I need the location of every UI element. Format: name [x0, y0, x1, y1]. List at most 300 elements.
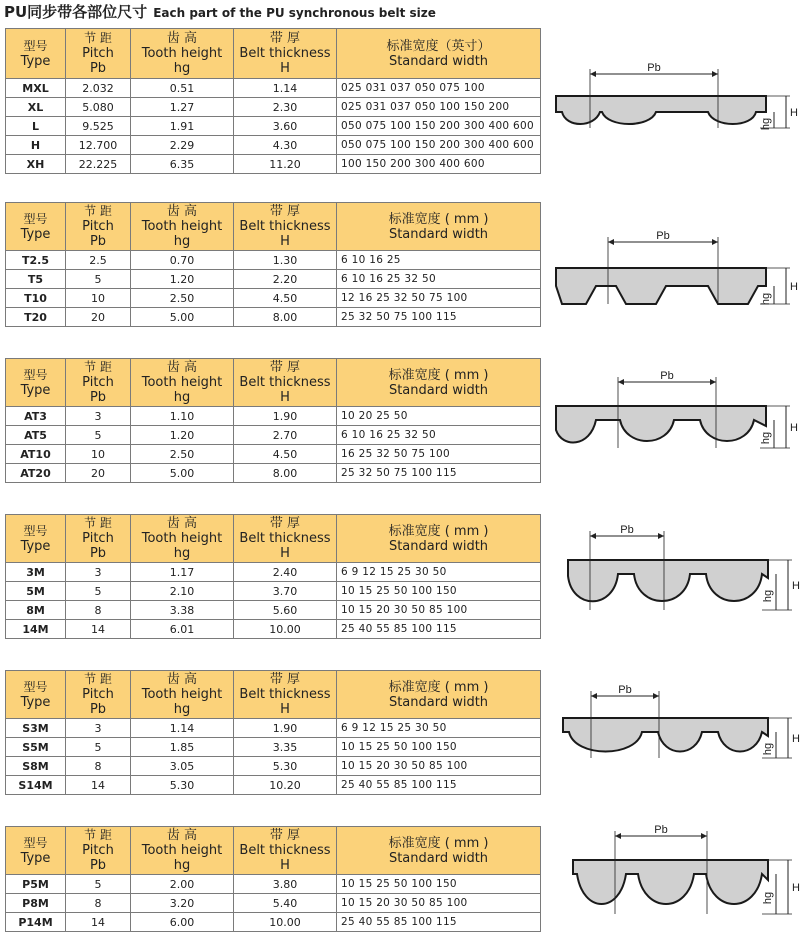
header-line: Belt thickness [239, 843, 331, 858]
pitch-cell: 5 [66, 426, 131, 445]
standard-width-cell: 25 40 55 85 100 115 [337, 620, 541, 639]
pitch-cell: 14 [66, 620, 131, 639]
header-line: Pb [89, 702, 107, 717]
type-cell: T10 [6, 289, 66, 308]
belt-profile-diagram [565, 822, 800, 927]
header-line: 标准宽度 ( mm ) [388, 523, 489, 539]
table-row [6, 289, 541, 308]
belt-thickness-cell: 2.70 [234, 426, 337, 445]
table-row [6, 407, 541, 426]
header-line: Type [20, 382, 51, 398]
type-header [6, 827, 66, 875]
standard-width-cell: 10 20 25 50 [337, 407, 541, 426]
tooth-height-cell: 1.27 [131, 98, 234, 117]
header-line: Pitch [82, 375, 114, 390]
header-line: 带 厚 [269, 360, 301, 375]
belt-thickness-cell: 4.30 [234, 136, 337, 155]
type-cell: AT3 [6, 407, 66, 426]
pitch-cell: 3 [66, 407, 131, 426]
belt-thickness-cell: 8.00 [234, 464, 337, 483]
header-line: Tooth height [141, 46, 223, 61]
type-cell: XL [6, 98, 66, 117]
type-cell: AT5 [6, 426, 66, 445]
type-cell: P8M [6, 894, 66, 913]
header-line: Pb [89, 61, 107, 76]
type-cell: S8M [6, 757, 66, 776]
standard-width-cell: 25 40 55 85 100 115 [337, 776, 541, 795]
belt-profile-diagram [555, 682, 800, 772]
tooth-height-label: hg [762, 589, 774, 603]
table-row [6, 445, 541, 464]
standard-width-header [337, 671, 541, 719]
pitch-label: Pb [654, 824, 668, 836]
standard-width-cell: 025 031 037 050 075 100 [337, 79, 541, 98]
tooth-height-label: hg [760, 431, 772, 445]
tooth-height-cell: 6.01 [131, 620, 234, 639]
type-cell: T2.5 [6, 251, 66, 270]
tooth-height-header [131, 203, 234, 251]
table-row [6, 251, 541, 270]
header-line: Pb [89, 858, 107, 873]
header-row [6, 359, 541, 407]
standard-width-cell: 6 9 12 15 25 30 50 [337, 563, 541, 582]
tooth-height-cell: 3.38 [131, 601, 234, 620]
header-line: 带 厚 [269, 672, 301, 687]
pitch-cell: 5 [66, 738, 131, 757]
belt-thickness-cell: 5.40 [234, 894, 337, 913]
header-line: Standard width [388, 694, 489, 710]
belt-thickness-header [234, 515, 337, 563]
header-line: Pitch [82, 843, 114, 858]
tooth-height-label: hg [760, 117, 772, 131]
belt-profile-shape [556, 96, 766, 124]
header-line: Type [20, 226, 51, 242]
standard-width-header [337, 827, 541, 875]
belt-thickness-cell: 5.30 [234, 757, 337, 776]
tooth-height-cell: 3.05 [131, 757, 234, 776]
table-row [6, 738, 541, 757]
table-row [6, 464, 541, 483]
tooth-height-cell: 1.10 [131, 407, 234, 426]
type-cell: T5 [6, 270, 66, 289]
type-cell: S3M [6, 719, 66, 738]
tooth-height-cell: 0.70 [131, 251, 234, 270]
standard-width-header [337, 203, 541, 251]
standard-width-cell: 100 150 200 300 400 600 [337, 155, 541, 174]
tooth-height-cell: 5.30 [131, 776, 234, 795]
type-cell: 14M [6, 620, 66, 639]
belt-profile-diagram [548, 60, 798, 140]
header-line: hg [173, 234, 191, 249]
tooth-height-cell: 1.14 [131, 719, 234, 738]
header-line: Type [20, 850, 51, 866]
type-header [6, 515, 66, 563]
header-line: Standard width [388, 538, 489, 554]
tooth-height-cell: 1.85 [131, 738, 234, 757]
spec-section [5, 202, 540, 327]
tooth-height-cell: 1.91 [131, 117, 234, 136]
tooth-height-label: hg [762, 891, 774, 905]
type-cell: AT10 [6, 445, 66, 464]
standard-width-header [337, 359, 541, 407]
header-line: Pitch [82, 46, 114, 61]
pitch-cell: 12.700 [66, 136, 131, 155]
belt-thickness-cell: 1.90 [234, 407, 337, 426]
belt-profile-shape [556, 268, 766, 304]
tooth-height-header [131, 29, 234, 79]
belt-thickness-cell: 4.50 [234, 289, 337, 308]
thickness-label: H [790, 107, 798, 119]
tooth-height-cell: 6.35 [131, 155, 234, 174]
pitch-header [66, 671, 131, 719]
standard-width-cell: 10 15 25 50 100 150 [337, 875, 541, 894]
type-cell: 5M [6, 582, 66, 601]
type-header [6, 671, 66, 719]
tooth-height-cell: 1.20 [131, 426, 234, 445]
table-row [6, 913, 541, 932]
thickness-label: H [792, 580, 800, 592]
type-cell: H [6, 136, 66, 155]
pitch-cell: 5 [66, 875, 131, 894]
pitch-cell: 8 [66, 601, 131, 620]
belt-thickness-cell: 1.30 [234, 251, 337, 270]
tooth-height-cell: 2.29 [131, 136, 234, 155]
belt-thickness-header [234, 359, 337, 407]
pitch-label: Pb [618, 684, 632, 696]
header-line: 型号 [23, 367, 48, 382]
belt-profile-diagram [548, 368, 798, 468]
tooth-height-cell: 2.00 [131, 875, 234, 894]
standard-width-cell: 6 9 12 15 25 30 50 [337, 719, 541, 738]
header-line: 齿 高 [166, 672, 198, 687]
header-row [6, 515, 541, 563]
pitch-label: Pb [660, 370, 674, 382]
header-line: Standard width [388, 850, 489, 866]
table-row [6, 601, 541, 620]
header-line: hg [173, 858, 191, 873]
tooth-height-cell: 2.50 [131, 445, 234, 464]
tooth-height-cell: 5.00 [131, 464, 234, 483]
table-row [6, 719, 541, 738]
header-line: Pitch [82, 687, 114, 702]
belt-thickness-cell: 1.90 [234, 719, 337, 738]
spec-table [5, 826, 541, 932]
table-row [6, 308, 541, 327]
header-line: 节 距 [84, 360, 112, 374]
belt-thickness-cell: 3.35 [234, 738, 337, 757]
pitch-header [66, 29, 131, 79]
belt-thickness-cell: 10.00 [234, 620, 337, 639]
header-line: hg [173, 61, 191, 76]
header-line: 节 距 [84, 516, 112, 530]
header-line: H [280, 546, 290, 561]
pitch-cell: 8 [66, 757, 131, 776]
header-line: H [280, 702, 290, 717]
table-row [6, 620, 541, 639]
spec-table [5, 202, 541, 327]
belt-thickness-cell: 3.70 [234, 582, 337, 601]
belt-thickness-cell: 3.80 [234, 875, 337, 894]
header-line: 带 厚 [269, 204, 301, 219]
thickness-label: H [790, 422, 798, 434]
header-line: H [280, 858, 290, 873]
belt-thickness-cell: 5.60 [234, 601, 337, 620]
header-line: 带 厚 [269, 828, 301, 843]
table-row [6, 79, 541, 98]
header-line: Tooth height [141, 531, 223, 546]
belt-thickness-header [234, 827, 337, 875]
type-header [6, 203, 66, 251]
tooth-height-header [131, 671, 234, 719]
standard-width-cell: 10 15 20 30 50 85 100 [337, 601, 541, 620]
pitch-cell: 2.032 [66, 79, 131, 98]
belt-thickness-cell: 1.14 [234, 79, 337, 98]
header-line: 节 距 [84, 204, 112, 218]
table-row [6, 757, 541, 776]
pitch-header [66, 515, 131, 563]
type-cell: S5M [6, 738, 66, 757]
spec-section [5, 826, 540, 932]
standard-width-cell: 16 25 32 50 75 100 [337, 445, 541, 464]
header-line: Belt thickness [239, 46, 331, 61]
header-line: 标准宽度 ( mm ) [388, 367, 489, 383]
standard-width-cell: 25 32 50 75 100 115 [337, 308, 541, 327]
header-line: hg [173, 702, 191, 717]
header-line: H [280, 234, 290, 249]
pitch-cell: 2.5 [66, 251, 131, 270]
tooth-height-cell: 1.17 [131, 563, 234, 582]
header-line: 带 厚 [269, 31, 301, 46]
page-title-en: Each part of the PU synchronous belt size [153, 6, 436, 20]
belt-profile-shape [556, 406, 766, 442]
pitch-cell: 9.525 [66, 117, 131, 136]
standard-width-cell: 25 40 55 85 100 115 [337, 913, 541, 932]
header-line: Belt thickness [239, 687, 331, 702]
header-line: 型号 [23, 835, 48, 850]
standard-width-header [337, 515, 541, 563]
tooth-height-cell: 2.50 [131, 289, 234, 308]
pitch-cell: 3 [66, 719, 131, 738]
tooth-height-cell: 2.10 [131, 582, 234, 601]
header-line: 齿 高 [166, 31, 198, 46]
spec-section [5, 28, 540, 174]
tooth-height-label: hg [762, 742, 774, 756]
header-line: hg [173, 390, 191, 405]
table-row [6, 270, 541, 289]
type-cell: 3M [6, 563, 66, 582]
belt-thickness-cell: 10.20 [234, 776, 337, 795]
table-row [6, 136, 541, 155]
header-line: Pb [89, 234, 107, 249]
spec-section [5, 670, 540, 795]
type-cell: 8M [6, 601, 66, 620]
pitch-label: Pb [647, 62, 661, 74]
header-line: 型号 [23, 679, 48, 694]
belt-thickness-header [234, 671, 337, 719]
type-cell: L [6, 117, 66, 136]
header-line: 标准宽度 ( mm ) [388, 835, 489, 851]
header-line: Belt thickness [239, 531, 331, 546]
header-line: 节 距 [84, 672, 112, 686]
header-line: 型号 [23, 523, 48, 538]
header-line: Belt thickness [239, 375, 331, 390]
tooth-height-cell: 3.20 [131, 894, 234, 913]
type-cell: MXL [6, 79, 66, 98]
type-cell: T20 [6, 308, 66, 327]
header-line: 型号 [23, 211, 48, 226]
table-row [6, 776, 541, 795]
spec-table [5, 358, 541, 483]
spec-table [5, 514, 541, 639]
standard-width-cell: 25 32 50 75 100 115 [337, 464, 541, 483]
header-line: Type [20, 538, 51, 554]
standard-width-cell: 050 075 100 150 200 300 400 600 [337, 136, 541, 155]
header-line: Type [20, 694, 51, 710]
belt-thickness-cell: 2.40 [234, 563, 337, 582]
header-line: 齿 高 [166, 360, 198, 375]
spec-table [5, 670, 541, 795]
header-line: 标准宽度（英寸） [386, 38, 491, 54]
belt-thickness-cell: 4.50 [234, 445, 337, 464]
page-title [4, 1, 436, 22]
pitch-cell: 5.080 [66, 98, 131, 117]
tooth-height-label: hg [760, 292, 772, 306]
header-row [6, 671, 541, 719]
table-row [6, 563, 541, 582]
header-line: Tooth height [141, 843, 223, 858]
tooth-height-header [131, 515, 234, 563]
belt-thickness-header [234, 203, 337, 251]
belt-thickness-cell: 8.00 [234, 308, 337, 327]
pitch-cell: 22.225 [66, 155, 131, 174]
pitch-cell: 5 [66, 270, 131, 289]
header-line: Tooth height [141, 375, 223, 390]
header-line: H [280, 61, 290, 76]
table-row [6, 117, 541, 136]
header-line: Tooth height [141, 687, 223, 702]
pitch-cell: 14 [66, 913, 131, 932]
standard-width-cell: 10 15 25 50 100 150 [337, 582, 541, 601]
header-line: Tooth height [141, 219, 223, 234]
header-line: Pb [89, 390, 107, 405]
standard-width-cell: 10 15 20 30 50 85 100 [337, 894, 541, 913]
standard-width-cell: 025 031 037 050 100 150 200 [337, 98, 541, 117]
pitch-cell: 5 [66, 582, 131, 601]
header-line: 节 距 [84, 828, 112, 842]
header-line: 齿 高 [166, 204, 198, 219]
belt-profile-diagram [548, 228, 798, 318]
tooth-height-header [131, 359, 234, 407]
pitch-cell: 3 [66, 563, 131, 582]
thickness-label: H [792, 882, 800, 894]
standard-width-cell: 10 15 20 30 50 85 100 [337, 757, 541, 776]
header-line: 节 距 [84, 31, 112, 45]
standard-width-cell: 6 10 16 25 32 50 [337, 426, 541, 445]
header-line: 标准宽度 ( mm ) [388, 211, 489, 227]
header-row [6, 203, 541, 251]
header-line: 带 厚 [269, 516, 301, 531]
belt-profile-shape [573, 860, 768, 904]
type-header [6, 359, 66, 407]
type-cell: P5M [6, 875, 66, 894]
pitch-cell: 14 [66, 776, 131, 795]
tooth-height-cell: 6.00 [131, 913, 234, 932]
tooth-height-cell: 1.20 [131, 270, 234, 289]
header-line: 齿 高 [166, 516, 198, 531]
type-cell: XH [6, 155, 66, 174]
header-line: 型号 [23, 38, 48, 53]
pitch-cell: 10 [66, 445, 131, 464]
tooth-height-header [131, 827, 234, 875]
type-cell: S14M [6, 776, 66, 795]
header-row [6, 29, 541, 79]
belt-profile-shape [568, 560, 768, 601]
belt-thickness-cell: 2.20 [234, 270, 337, 289]
type-cell: P14M [6, 913, 66, 932]
header-line: 标准宽度 ( mm ) [388, 679, 489, 695]
belt-thickness-cell: 3.60 [234, 117, 337, 136]
header-line: Standard width [388, 226, 489, 242]
spec-section [5, 358, 540, 483]
spec-table [5, 28, 541, 174]
spec-section [5, 514, 540, 639]
belt-thickness-cell: 11.20 [234, 155, 337, 174]
standard-width-cell: 12 16 25 32 50 75 100 [337, 289, 541, 308]
page-title-cn: PU同步带各部位尺寸 [4, 3, 148, 21]
pitch-header [66, 203, 131, 251]
pitch-cell: 20 [66, 308, 131, 327]
pitch-header [66, 827, 131, 875]
header-line: Pitch [82, 219, 114, 234]
pitch-label: Pb [656, 230, 670, 242]
standard-width-header [337, 29, 541, 79]
table-row [6, 582, 541, 601]
header-row [6, 827, 541, 875]
pitch-header [66, 359, 131, 407]
pitch-cell: 20 [66, 464, 131, 483]
belt-thickness-cell: 10.00 [234, 913, 337, 932]
table-row [6, 155, 541, 174]
belt-thickness-cell: 2.30 [234, 98, 337, 117]
standard-width-cell: 050 075 100 150 200 300 400 600 [337, 117, 541, 136]
pitch-cell: 10 [66, 289, 131, 308]
thickness-label: H [792, 733, 800, 745]
header-line: Pb [89, 546, 107, 561]
header-line: hg [173, 546, 191, 561]
belt-profile-shape [563, 718, 768, 752]
pitch-label: Pb [620, 524, 634, 536]
header-line: Pitch [82, 531, 114, 546]
header-line: Belt thickness [239, 219, 331, 234]
header-line: H [280, 390, 290, 405]
standard-width-cell: 6 10 16 25 [337, 251, 541, 270]
table-row [6, 426, 541, 445]
table-row [6, 875, 541, 894]
header-line: Type [20, 53, 51, 69]
type-cell: AT20 [6, 464, 66, 483]
table-row [6, 894, 541, 913]
belt-thickness-header [234, 29, 337, 79]
header-line: Standard width [388, 382, 489, 398]
header-line: 齿 高 [166, 828, 198, 843]
table-row [6, 98, 541, 117]
standard-width-cell: 10 15 25 50 100 150 [337, 738, 541, 757]
type-header [6, 29, 66, 79]
belt-profile-diagram [560, 522, 800, 622]
thickness-label: H [790, 281, 798, 293]
tooth-height-cell: 0.51 [131, 79, 234, 98]
standard-width-cell: 6 10 16 25 32 50 [337, 270, 541, 289]
